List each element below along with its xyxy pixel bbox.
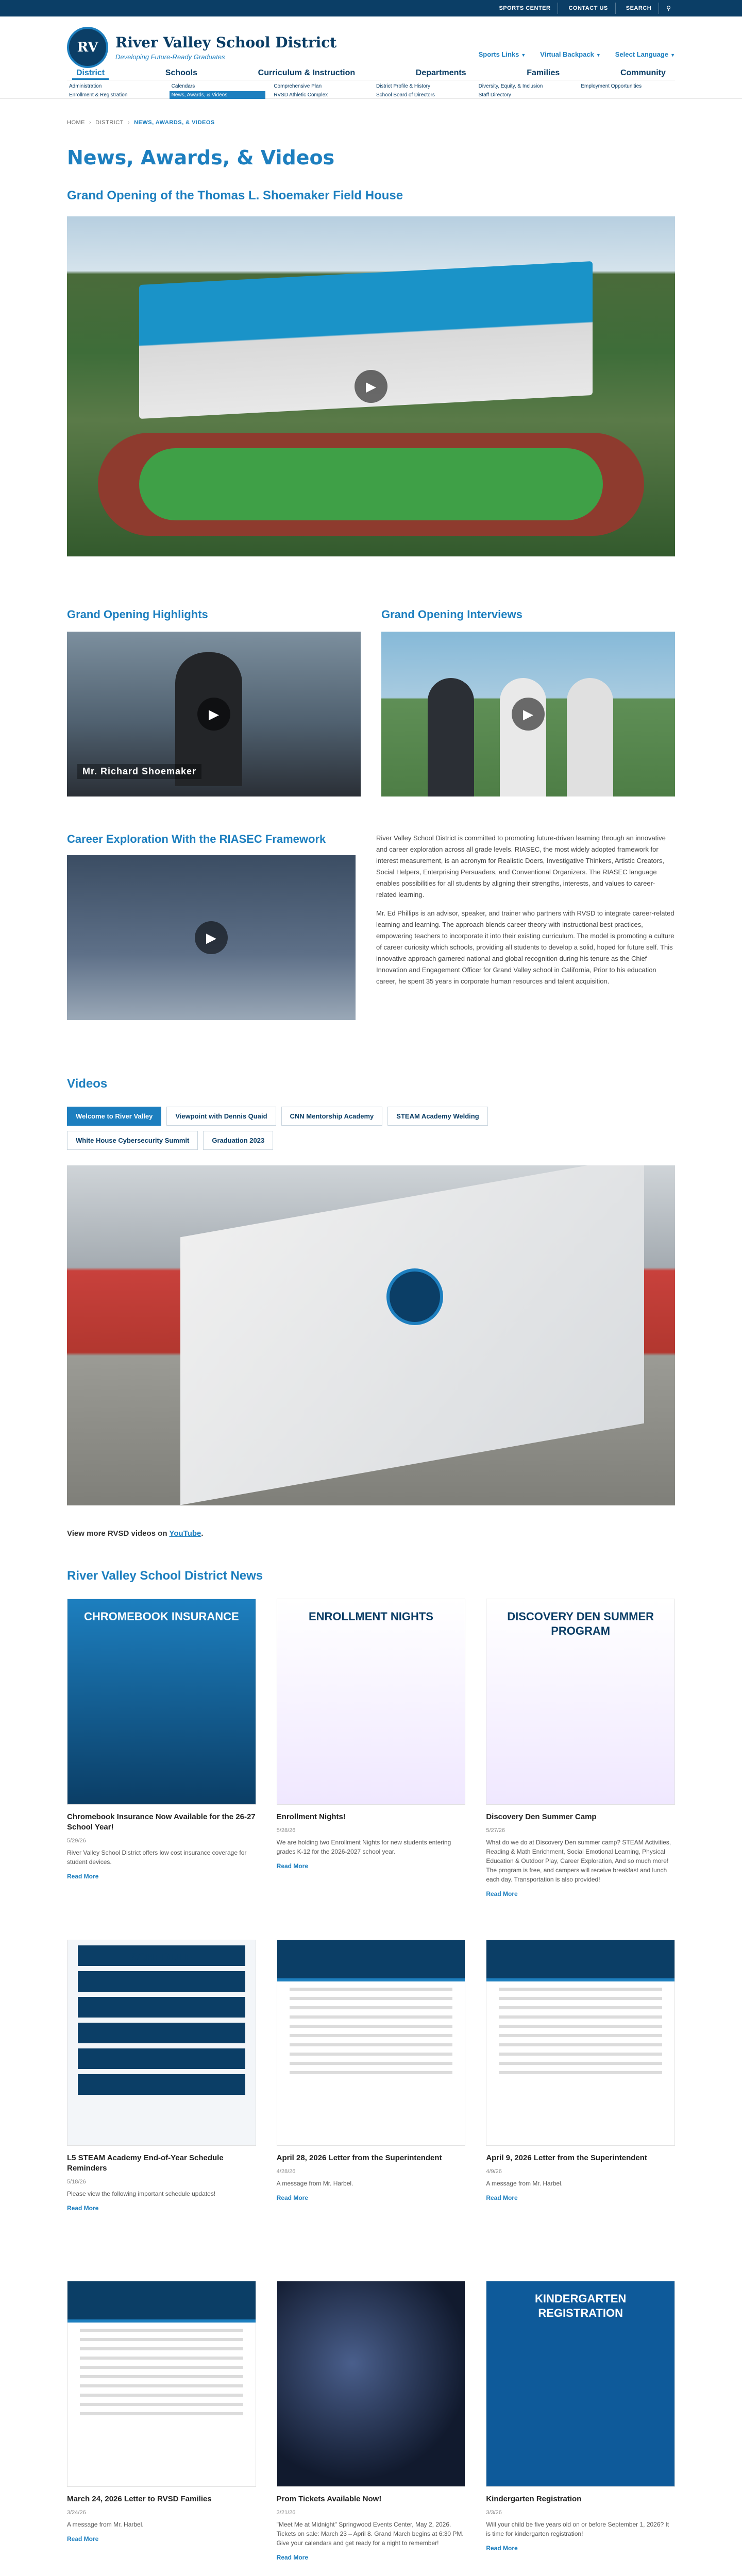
text-line xyxy=(290,2015,453,2019)
news-title-link[interactable]: Prom Tickets Available Now! xyxy=(276,2495,382,2503)
text-line xyxy=(499,2015,662,2019)
chevron-down-icon: ▼ xyxy=(596,53,601,58)
subnav-employment[interactable]: Employment Opportunities xyxy=(581,83,642,89)
district-subnav xyxy=(67,80,675,99)
video-tab[interactable]: Viewpoint with Dennis Quaid xyxy=(166,1107,276,1126)
news-image[interactable] xyxy=(277,1599,466,1805)
breadcrumb xyxy=(67,99,675,126)
text-line xyxy=(80,2403,243,2406)
news-image-text: KINDERGARTEN REGISTRATION xyxy=(535,2292,627,2319)
video-tabs xyxy=(67,1107,572,1150)
news-title-link[interactable]: April 9, 2026 Letter from the Superintendent xyxy=(486,2154,647,2162)
news-image[interactable] xyxy=(277,1940,466,2146)
news-excerpt: What do we do at Discovery Den summer camp? STEAM Activities, Reading & Math Enrichment, Social Emotional Learning, Physical Education & Outdoor Play, Career Exploration, And so much more! The program is free, and campers will receive breakfast and lunch each day. Transportation is also provided! xyxy=(486,1839,671,1883)
highlights-title: Grand Opening Highlights xyxy=(67,608,208,621)
text-line xyxy=(499,2071,662,2074)
news-card[interactable] xyxy=(67,1599,256,1918)
schedule-row xyxy=(78,2074,245,2095)
district-logo[interactable] xyxy=(67,27,336,68)
read-more-link[interactable]: Read More xyxy=(276,2554,309,2561)
subnav-athletic-complex[interactable]: RVSD Athletic Complex xyxy=(274,92,328,98)
news-image[interactable] xyxy=(67,2281,256,2487)
news-image-text: SCHEDULE xyxy=(130,1951,193,1964)
news-date: 3/3/26 xyxy=(486,2510,502,2516)
breadcrumb-separator: › xyxy=(89,120,92,126)
subnav-district-profile[interactable]: District Profile & History xyxy=(376,83,431,89)
highlights-video[interactable] xyxy=(67,632,361,796)
news-date: 4/9/26 xyxy=(486,2168,502,2175)
utility-bar xyxy=(0,0,742,16)
text-line xyxy=(80,2366,243,2369)
read-more-link[interactable]: Read More xyxy=(276,1862,309,1870)
chevron-down-icon: ▼ xyxy=(670,53,675,58)
news-image[interactable] xyxy=(486,1599,675,1805)
subnav-news-awards-videos[interactable]: News, Awards, & Videos xyxy=(170,91,266,99)
video-frame-wall xyxy=(180,1165,644,1505)
video-tab[interactable]: White House Cybersecurity Summit xyxy=(67,1131,198,1150)
news-title-link[interactable]: Chromebook Insurance Now Available for the 26-27 School Year! xyxy=(67,1812,256,1832)
text-line xyxy=(290,2025,453,2028)
subnav-staff-directory[interactable]: Staff Directory xyxy=(478,92,511,98)
sports-links-dropdown[interactable] xyxy=(479,50,526,58)
contact-us-link[interactable]: CONTACT US xyxy=(561,3,615,14)
news-image[interactable] xyxy=(277,2281,466,2487)
news-card[interactable] xyxy=(67,2281,256,2576)
news-title-link[interactable]: Kindergarten Registration xyxy=(486,2495,582,2503)
text-line xyxy=(80,2338,243,2341)
news-excerpt: A message from Mr. Harbel. xyxy=(276,2180,353,2187)
news-title-link[interactable]: L5 STEAM Academy End-of-Year Schedule Reminders xyxy=(67,2154,224,2173)
text-line xyxy=(499,1997,662,2000)
news-excerpt: Please view the following important schedule updates! xyxy=(67,2190,216,2197)
career-description xyxy=(376,833,675,1020)
nav-schools[interactable]: Schools xyxy=(165,69,198,77)
news-image[interactable] xyxy=(67,1940,256,2146)
video-caption: Mr. Richard Shoemaker xyxy=(77,764,201,779)
district-tagline: Developing Future-Ready Graduates xyxy=(115,53,225,61)
header-quick-links xyxy=(479,50,675,58)
district-seal: RV xyxy=(67,27,108,68)
site-header xyxy=(0,16,742,99)
news-title-link[interactable]: March 24, 2026 Letter to RVSD Families xyxy=(67,2495,212,2503)
news-image[interactable] xyxy=(486,1940,675,2146)
video-frame-field xyxy=(139,448,603,520)
news-date: 5/28/26 xyxy=(276,1827,296,1834)
breadcrumb-current: NEWS, AWARDS, & VIDEOS xyxy=(134,120,215,126)
letterhead-band xyxy=(486,1940,674,1981)
read-more-link[interactable]: Read More xyxy=(67,1873,99,1880)
read-more-link[interactable]: Read More xyxy=(486,1890,518,1897)
video-tab[interactable]: Welcome to River Valley xyxy=(67,1107,161,1126)
text-line xyxy=(290,2062,453,2065)
career-title: Career Exploration With the RIASEC Framework xyxy=(67,833,326,845)
search-link[interactable]: SEARCH xyxy=(619,3,659,14)
subnav-administration[interactable]: Administration xyxy=(69,83,102,89)
virtual-backpack-label: Virtual Backpack xyxy=(540,50,594,58)
district-name: River Valley School District xyxy=(115,34,337,51)
news-date: 5/18/26 xyxy=(67,2179,86,2185)
news-date: 3/21/26 xyxy=(276,2510,296,2516)
letterhead-band xyxy=(277,1940,465,1981)
text-line xyxy=(290,2071,453,2074)
read-more-link[interactable]: Read More xyxy=(67,2205,99,2212)
schedule-row xyxy=(78,2048,245,2069)
video-frame-logo xyxy=(386,1268,443,1325)
chevron-down-icon: ▼ xyxy=(521,53,526,58)
text-line xyxy=(80,2329,243,2332)
play-icon[interactable]: ▶ xyxy=(512,698,545,731)
text-line xyxy=(499,2034,662,2037)
text-line xyxy=(499,2025,662,2028)
career-paragraph: Mr. Ed Phillips is an advisor, speaker, and trainer who partners with RVSD to integrate career-related learning and learning. The approach blends career theory with instructional best practices, empowering teachers to incorporate it into their existing curriculum. The model is promoting a culture of career curiosity which schools, providing all students to develop a solid, hoped for future self. This innovative approach garnered national and global recognition during his tenure as the Chief Innovation and Engagement Officer for Grand Valley school in California, Prior to his education career, he spent 35 years in corporate human resources and talent acquisition. xyxy=(376,909,674,985)
news-title-link[interactable]: Discovery Den Summer Camp xyxy=(486,1812,597,1821)
news-date: 5/29/26 xyxy=(67,1838,86,1844)
news-excerpt: We are holding two Enrollment Nights for new students entering grades K-12 for the 2026-2027 school year. xyxy=(276,1839,451,1855)
text-line xyxy=(290,1988,453,1991)
video-frame-person xyxy=(567,678,613,796)
nav-families[interactable]: Families xyxy=(527,69,560,77)
play-icon[interactable]: ▶ xyxy=(355,370,387,403)
text-line xyxy=(499,2062,662,2065)
text-line xyxy=(499,1988,662,1991)
news-image-text: CHROMEBOOK INSURANCE xyxy=(83,1610,239,1623)
news-grid xyxy=(67,1599,675,2576)
text-line xyxy=(499,2006,662,2009)
news-image-text: ENROLLMENT NIGHTS xyxy=(308,1610,433,1623)
news-excerpt: River Valley School District offers low cost insurance coverage for student devices. xyxy=(67,1849,247,1866)
search-icon[interactable]: ⚲ xyxy=(666,5,671,12)
more-videos-text: View more RVSD videos on xyxy=(67,1529,167,1538)
video-tab[interactable]: STEAM Academy Welding xyxy=(387,1107,487,1126)
news-excerpt: A message from Mr. Harbel. xyxy=(486,2180,563,2187)
news-image[interactable] xyxy=(67,1599,256,1805)
read-more-link[interactable]: Read More xyxy=(67,2535,99,2543)
play-icon[interactable]: ▶ xyxy=(197,698,230,731)
subnav-school-board[interactable]: School Board of Directors xyxy=(376,92,435,98)
video-tab[interactable]: Graduation 2023 xyxy=(203,1131,273,1150)
breadcrumb-separator: › xyxy=(127,120,130,126)
news-card[interactable] xyxy=(486,1940,675,2259)
video-tab[interactable]: CNN Mentorship Academy xyxy=(281,1107,383,1126)
subnav-comprehensive-plan[interactable]: Comprehensive Plan xyxy=(274,83,322,89)
text-line xyxy=(80,2394,243,2397)
language-select[interactable] xyxy=(615,50,675,58)
news-date: 5/27/26 xyxy=(486,1827,505,1834)
text-line xyxy=(290,1997,453,2000)
news-card[interactable] xyxy=(277,1940,466,2259)
text-line xyxy=(80,2375,243,2378)
news-card[interactable] xyxy=(486,1599,675,1918)
news-excerpt: "Meet Me at Midnight" Springwood Events Center, May 2, 2026. Tickets on sale: March 23 – April 8. Grand March begins at 6:30 PM. Give your calendars and get ready for a night to remember! xyxy=(276,2521,464,2547)
video-frame-person xyxy=(500,678,546,796)
nav-district[interactable]: District xyxy=(72,66,109,80)
schedule-row xyxy=(78,1997,245,2018)
subnav-enrollment[interactable]: Enrollment & Registration xyxy=(69,92,128,98)
virtual-backpack-dropdown[interactable] xyxy=(540,50,600,58)
news-date: 3/24/26 xyxy=(67,2510,86,2516)
sports-links-label: Sports Links xyxy=(478,50,519,58)
text-line xyxy=(290,2006,453,2009)
sports-center-link[interactable]: SPORTS CENTER xyxy=(492,3,558,14)
read-more-link[interactable]: Read More xyxy=(486,2545,518,2552)
news-title: River Valley School District News xyxy=(67,1569,263,1583)
field-house-video[interactable] xyxy=(67,216,675,556)
news-excerpt: Will your child be five years old on or before September 1, 2026? It is time for kindergarten registration! xyxy=(486,2521,669,2537)
schedule-row xyxy=(78,1971,245,1992)
news-image[interactable] xyxy=(486,2281,675,2487)
video-frame-person xyxy=(428,678,474,796)
subnav-diversity[interactable]: Diversity, Equity, & Inclusion xyxy=(478,83,543,89)
text-line xyxy=(290,2043,453,2046)
text-line xyxy=(80,2357,243,2360)
interviews-video[interactable] xyxy=(381,632,675,796)
text-line xyxy=(80,2384,243,2387)
play-icon[interactable]: ▶ xyxy=(195,921,228,954)
videos-title: Videos xyxy=(67,1077,108,1091)
breadcrumb-home[interactable]: HOME xyxy=(67,120,85,126)
main-navigation xyxy=(67,66,675,99)
welcome-video[interactable] xyxy=(67,1165,675,1505)
nav-community[interactable]: Community xyxy=(620,69,666,77)
news-title-link[interactable]: April 28, 2026 Letter from the Superintendent xyxy=(276,2154,442,2162)
text-line xyxy=(499,2043,662,2046)
text-line xyxy=(80,2347,243,2350)
language-select-label: Select Language xyxy=(615,50,669,58)
news-title-link[interactable]: Enrollment Nights! xyxy=(276,1812,346,1821)
more-videos-line: View more RVSD videos on YouTube. xyxy=(67,1529,204,1538)
nav-curriculum[interactable]: Curriculum & Instruction xyxy=(258,69,356,77)
read-more-link[interactable]: Read More xyxy=(276,2194,309,2201)
read-more-link[interactable]: Read More xyxy=(486,2194,518,2201)
subnav-calendars[interactable]: Calendars xyxy=(171,83,195,89)
text-line xyxy=(80,2412,243,2415)
news-card[interactable] xyxy=(67,1940,256,2259)
news-card[interactable] xyxy=(277,2281,466,2576)
news-excerpt: A message from Mr. Harbel. xyxy=(67,2521,144,2528)
nav-departments[interactable]: Departments xyxy=(415,69,466,77)
interviews-title: Grand Opening Interviews xyxy=(381,608,522,621)
news-card[interactable] xyxy=(277,1599,466,1918)
news-date: 4/28/26 xyxy=(276,2168,296,2175)
news-card[interactable] xyxy=(486,2281,675,2576)
text-line xyxy=(290,2053,453,2056)
career-video[interactable] xyxy=(67,855,356,1020)
letterhead-band xyxy=(68,2281,256,2323)
schedule-row xyxy=(78,2023,245,2043)
text-line xyxy=(290,2034,453,2037)
career-paragraph: River Valley School District is committed to promoting future-driven learning through an innovative and career exploration across all grade levels. RIASEC, the most widely adopted framework for interest measurement, is an acronym for Realistic Doers, Investigative Thinkers, Artistic Creators, Social Helpers, Enterprising Persuaders, and Conventional Organizers. The RIASEC language enables possibilities for all students by aligning their strengths, interests, and values to career-related learning. xyxy=(376,834,666,899)
news-image-text: DISCOVERY DEN SUMMER PROGRAM xyxy=(507,1610,654,1637)
youtube-link[interactable]: YouTube xyxy=(169,1529,201,1538)
text-line xyxy=(499,2053,662,2056)
breadcrumb-district[interactable]: DISTRICT xyxy=(95,120,124,126)
page-title: News, Awards, & Videos xyxy=(67,146,335,169)
grand-opening-title: Grand Opening of the Thomas L. Shoemaker Field House xyxy=(67,189,403,202)
